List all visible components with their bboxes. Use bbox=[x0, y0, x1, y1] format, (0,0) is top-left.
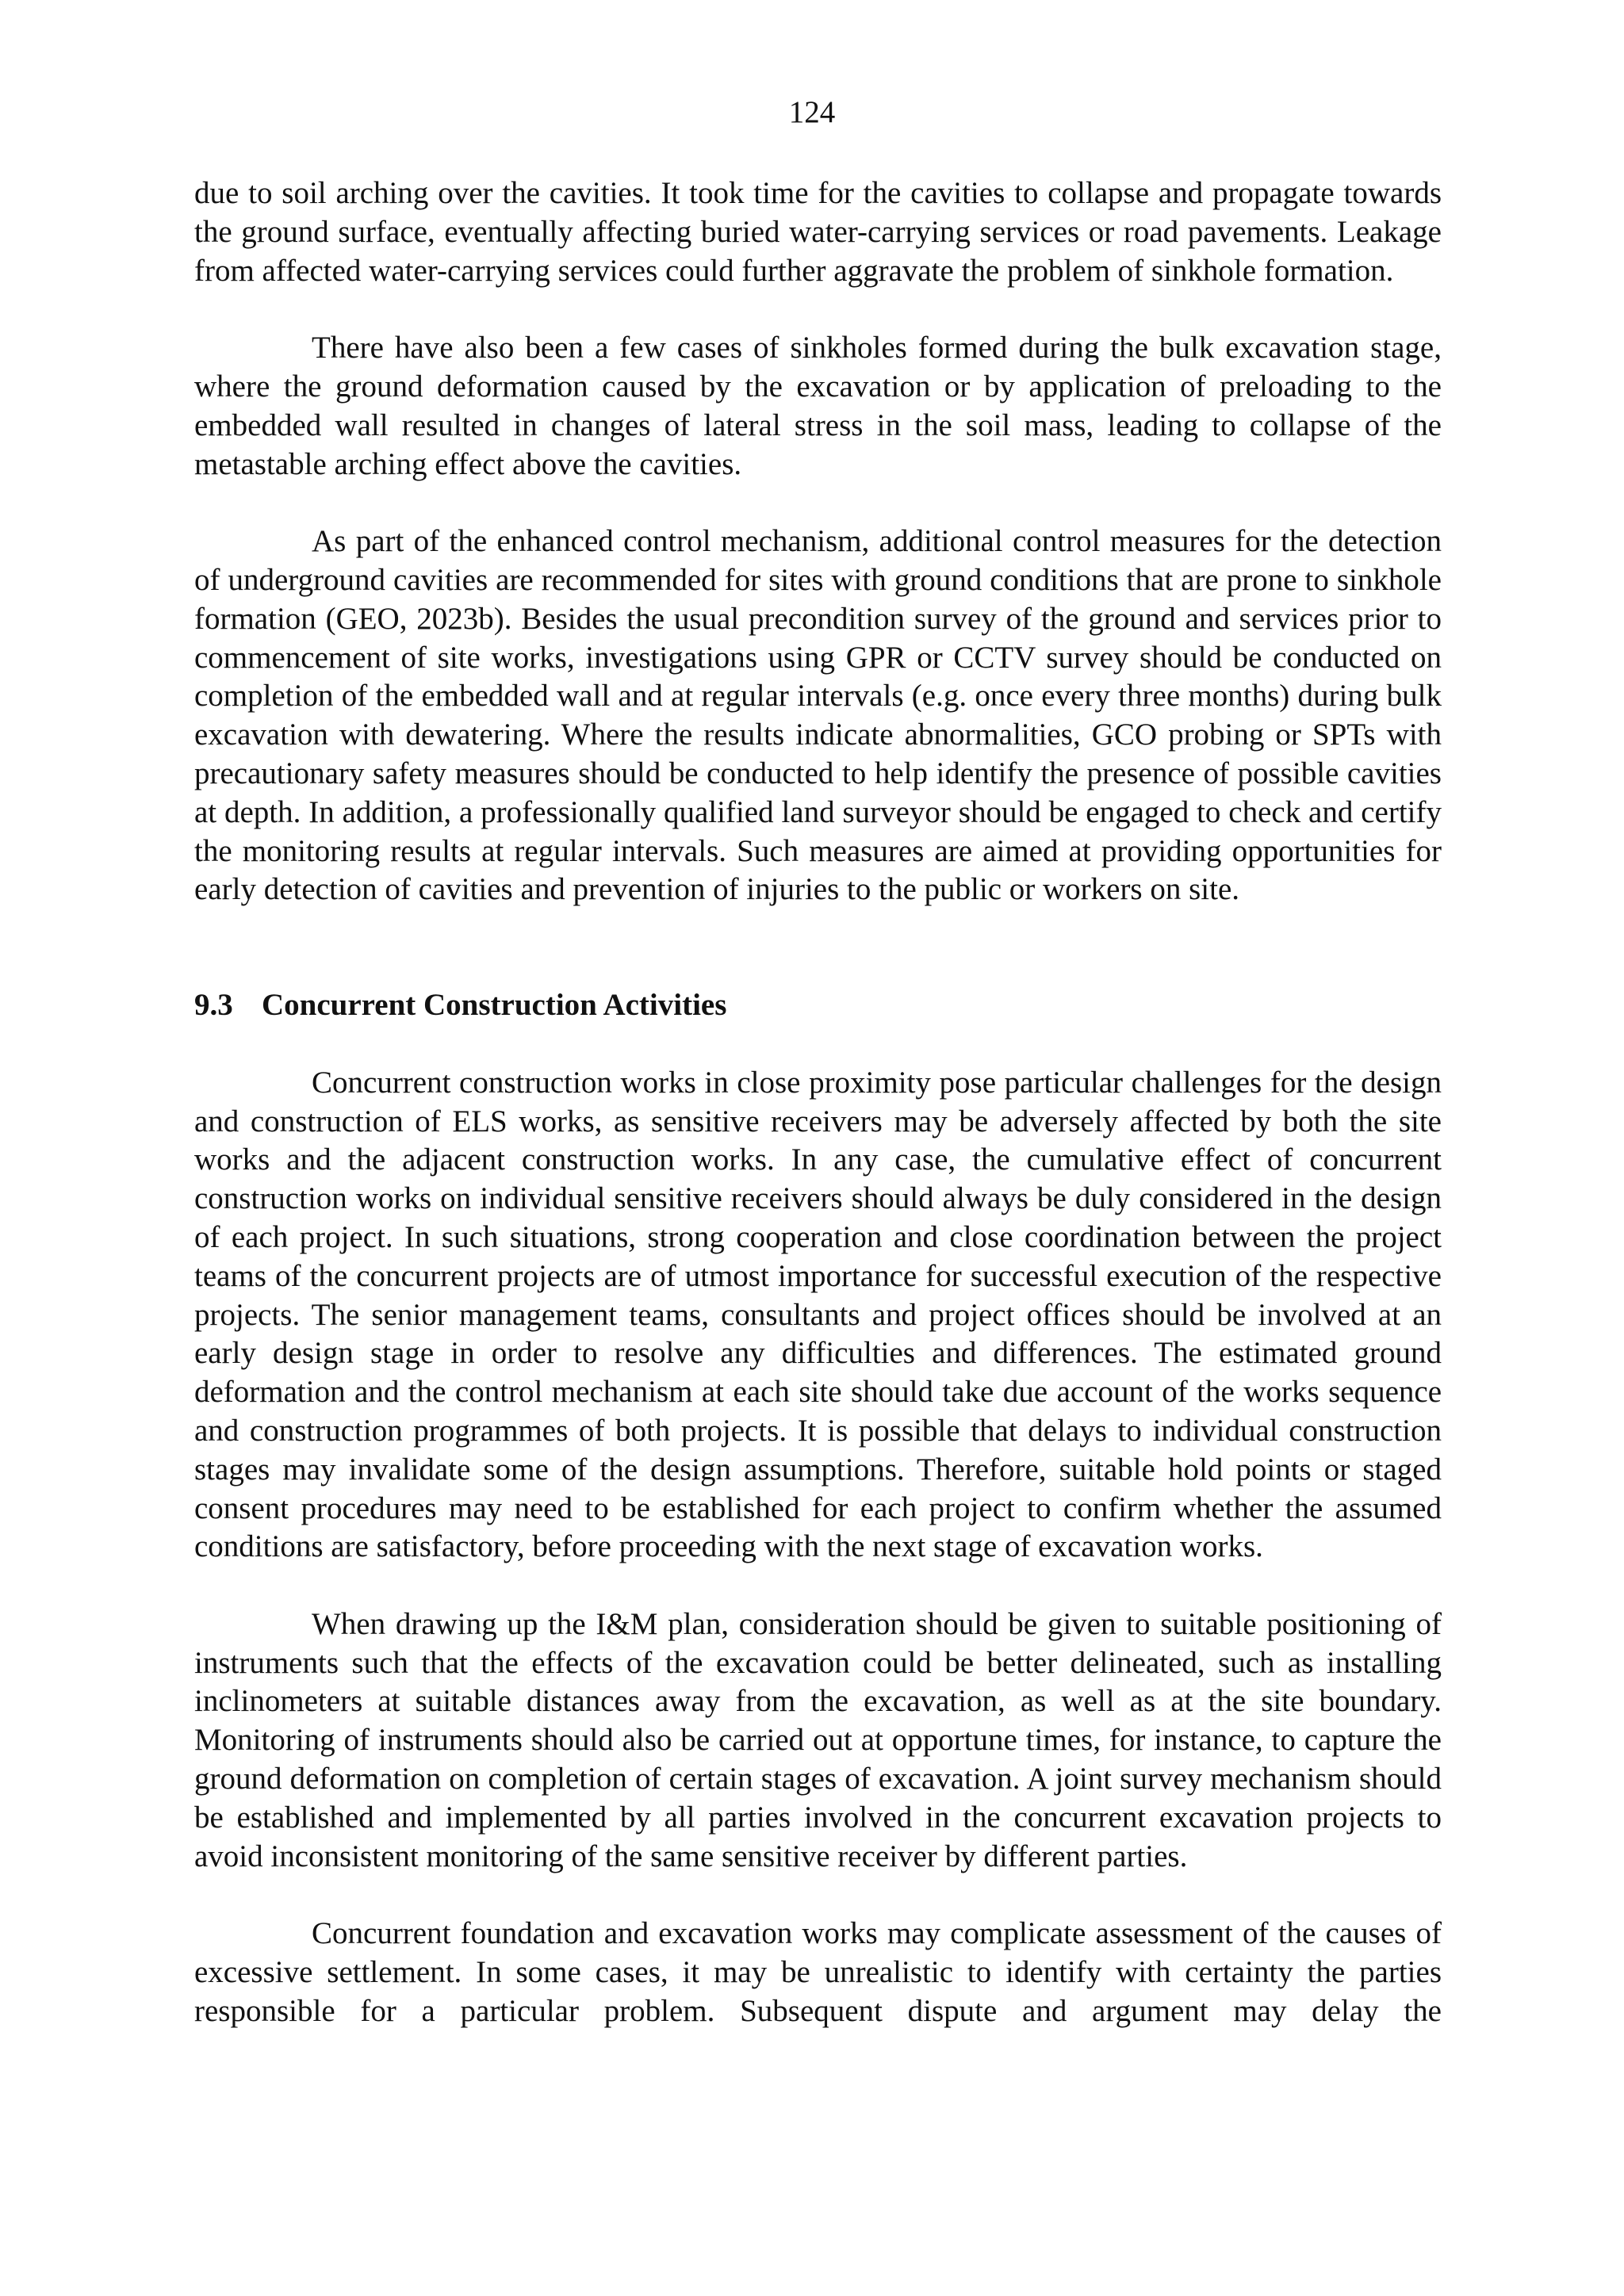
paragraph-cavity-detection-measures: As part of the enhanced control mechanism, additional control measures for the detection of underground cavities are recommended for sites with ground conditions that are prone to sinkhole formation (GEO, 2023b). Besides the usual precondition survey of the ground and services prior to commencement of site works, investigations using GPR or CCTV survey should be conducted on completion of the embedded wall and at regular intervals (e.g. once every three months) during bulk excavation with dewatering. Where the results indicate abnormalities, GCO probing or SPTs with precautionary safety measures should be conducted to help identify the presence of possible cavities at depth. In addition, a professionally qualified land surveyor should be engaged to check and certify the monitoring results at regular intervals. Such measures are aimed at providing opportunities for early detection of cavities and prevention of injuries to the public or workers on site. bbox=[194, 524, 1442, 907]
section-title: Concurrent Construction Activities bbox=[262, 988, 727, 1023]
page-number: 124 bbox=[788, 95, 836, 129]
section-heading bbox=[194, 986, 1442, 1025]
page-body bbox=[194, 174, 1442, 2069]
paragraph-concurrent-works: Concurrent construction works in close proximity pose particular challenges for the design and construction of ELS works, as sensitive receivers may be adversely affected by both the site works and the adjacent construction works. In any case, the cumulative effect of concurrent construction works on individual sensitive receivers should always be duly considered in the design of each project. In such situations, strong cooperation and close coordination between the project teams of the concurrent projects are of utmost importance for successful execution of the respective projects. The senior management teams, consultants and project offices should be involved at an early design stage in order to resolve any difficulties and differences. The estimated ground deformation and the control mechanism at each site should take due account of the works sequence and construction programmes of both projects. It is possible that delays to individual construction stages may invalidate some of the design assumptions. Therefore, suitable hold points or staged consent procedures may need to be established for each project to confirm whether the assumed conditions are satisfactory, before proceeding with the next stage of excavation works. bbox=[194, 1065, 1442, 1564]
paragraph-sinkhole-arching: due to soil arching over the cavities. It took time for the cavities to collapse and propagate towards the ground surface, eventually affecting buried water-carrying services or road pavements. Leakage from affected water-carrying services could further aggravate the problem of sinkhole formation. bbox=[194, 176, 1442, 288]
paragraph-sinkhole-bulk-excavation: There have also been a few cases of sinkholes formed during the bulk excavation stage, where the ground deformation caused by the excavation or by application of preloading to the embedded wall resulted in changes of lateral stress in the soil mass, leading to collapse of the metastable arching effect above the cavities. bbox=[194, 331, 1442, 481]
paragraph-im-plan: When drawing up the I&M plan, consideration should be given to suitable positioning of instruments such that the effects of the excavation could be better delineated, such as installing inclinometers at suitable distances away from the excavation, as well as at the site boundary. Monitoring of instruments should also be carried out at opportune times, for instance, to capture the ground deformation on completion of certain stages of excavation. A joint survey mechanism should be established and implemented by all parties involved in the concurrent excavation projects to avoid inconsistent monitoring of the same sensitive receiver by different parties. bbox=[194, 1606, 1442, 1873]
paragraph-settlement-causes: Concurrent foundation and excavation works may complicate assessment of the causes of excessive settlement. In some cases, it may be unrealistic to identify with certainty the parties responsible for a particular problem. Subsequent dispute and argument may delay the bbox=[194, 1916, 1442, 2028]
section-number: 9.3 bbox=[194, 988, 233, 1023]
